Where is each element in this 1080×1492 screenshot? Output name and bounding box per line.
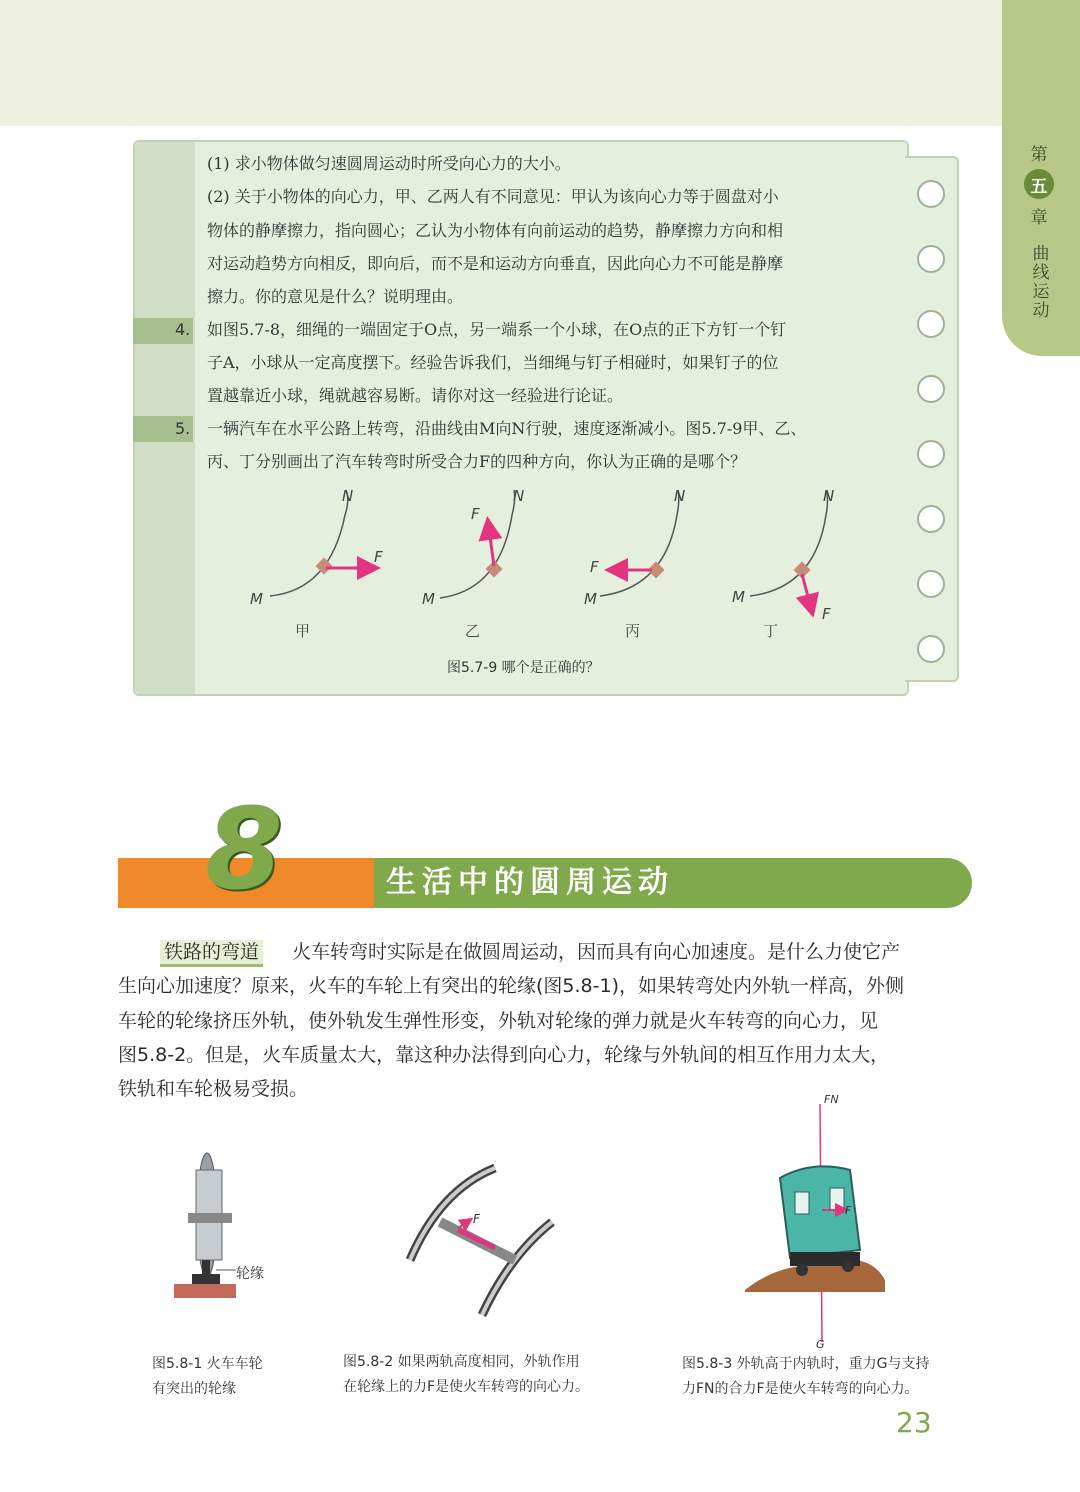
- question-3-line: (2) 关于小物体的向心力，甲、乙两人有不同意见：甲认为该向心力等于圆盘对小: [207, 187, 779, 206]
- label-f: F: [471, 505, 480, 523]
- force-diagrams: [0, 0, 1080, 700]
- question-3-line: (1) 求小物体做匀速圆周运动时所受向心力的大小。: [207, 154, 571, 173]
- question-4-line: 子A，小球从一定高度摆下。经验告诉我们，当细绳与钉子相碰时，如果钉子的位: [207, 353, 779, 372]
- flange-label: 轮缘: [236, 1266, 264, 1282]
- panel-name: 甲: [295, 622, 311, 640]
- figure-5-8-2-caption: 在轮缘上的力F是使火车转弯的向心力。: [343, 1379, 590, 1395]
- chapter-title: 曲线运动: [1028, 244, 1049, 320]
- label-m: M: [250, 590, 263, 608]
- figure-5-8-1-caption: 有突出的轮缘: [152, 1381, 236, 1397]
- figure-5-8-2-caption: 图5.8-2 如果两轨高度相同，外轨作用: [343, 1354, 580, 1370]
- chapter-char-2: 章: [1030, 208, 1048, 228]
- diagram-panel-ding: [750, 490, 828, 612]
- label-n: N: [674, 487, 686, 505]
- label-n: N: [342, 487, 354, 505]
- fig3-f-label: F: [845, 1204, 852, 1217]
- body-line: 火车转弯时实际是在做圆周运动，因而具有向心加速度。是什么力使它产: [292, 941, 901, 963]
- chapter-char-1: 第: [1030, 145, 1048, 165]
- body-line: 生向心加速度？原来，火车的车轮上有突出的轮缘(图5.8-1)，如果转弯处内外轨一样高，外侧: [118, 975, 904, 997]
- question-3-line: 擦力。你的意见是什么？说明理由。: [207, 287, 464, 306]
- question-5-line: 丙、丁分别画出了汽车转弯时所受合力F的四种方向，你认为正确的是哪个？: [207, 452, 747, 471]
- label-m: M: [422, 590, 435, 608]
- panel-name: 乙: [465, 622, 481, 640]
- keyword-heading: 铁路的弯道: [160, 940, 263, 967]
- label-m: M: [584, 590, 597, 608]
- body-line: 车轮的轮缘挤压外轨，使外轨发生弹性形变，外轨对轮缘的弹力就是火车转弯的向心力，见: [118, 1010, 879, 1032]
- panel-name: 丁: [763, 622, 779, 640]
- label-f: F: [590, 558, 599, 576]
- question-4-number: 4.: [175, 320, 191, 339]
- body-line: 铁轨和车轮极易受损。: [118, 1078, 309, 1100]
- section-title: 生活中的圆周运动: [386, 865, 674, 900]
- body-line: 图5.8-2。但是，火车质量太大，靠这种办法得到向心力，轮缘与外轨间的相互作用力太大，: [118, 1044, 890, 1066]
- figure-5-8-3-caption: 力FN的合力F是使火车转弯的向心力。: [682, 1381, 919, 1397]
- label-n: N: [823, 487, 835, 505]
- section-number: 8: [205, 785, 283, 915]
- figure-5-8-3-caption: 图5.8-3 外轨高于内轨时，重力G与支持: [682, 1356, 930, 1372]
- label-f: F: [374, 548, 383, 566]
- question-4-line: 置越靠近小球，绳就越容易断。请你对这一经验进行论证。: [207, 386, 624, 405]
- train-banked-figure: [745, 1104, 885, 1342]
- question-5-number: 5.: [175, 419, 191, 438]
- question-5-line: 一辆汽车在水平公路上转弯，沿曲线由M向N行驶，速度逐渐减小。图5.7-9甲、乙、: [207, 419, 807, 438]
- page-number: 23: [896, 1406, 932, 1439]
- question-4-line: 如图5.7-8，细绳的一端固定于O点，另一端系一个小球，在O点的正下方钉一个钉: [207, 320, 787, 339]
- fig3-g-label: G: [816, 1338, 825, 1351]
- label-n: N: [513, 487, 525, 505]
- wheel-flange-figure: [174, 1153, 236, 1298]
- question-3-line: 对运动趋势方向相反，即向后，而不是和运动方向垂直，因此向心力不可能是静摩: [207, 254, 784, 273]
- figure-5-7-9-caption: 图5.7-9 哪个是正确的？: [447, 660, 600, 676]
- fig2-force-label: F: [473, 1212, 480, 1226]
- chapter-number: 五: [1024, 169, 1054, 199]
- wheelset-curve-figure: [410, 1168, 552, 1315]
- label-m: M: [732, 588, 745, 606]
- fig3-fn-label: FN: [824, 1093, 839, 1106]
- figure-5-8-1-caption: 图5.8-1 火车车轮: [152, 1356, 263, 1372]
- question-3-line: 物体的静摩擦力，指向圆心；乙认为小物体有向前运动的趋势，静摩擦力方向和相: [207, 221, 784, 240]
- figure-illustrations: [0, 1080, 1080, 1360]
- label-f: F: [822, 605, 831, 623]
- panel-name: 丙: [625, 622, 641, 640]
- diagram-panel-jia: [270, 490, 375, 596]
- diagram-panel-bing: [600, 490, 679, 596]
